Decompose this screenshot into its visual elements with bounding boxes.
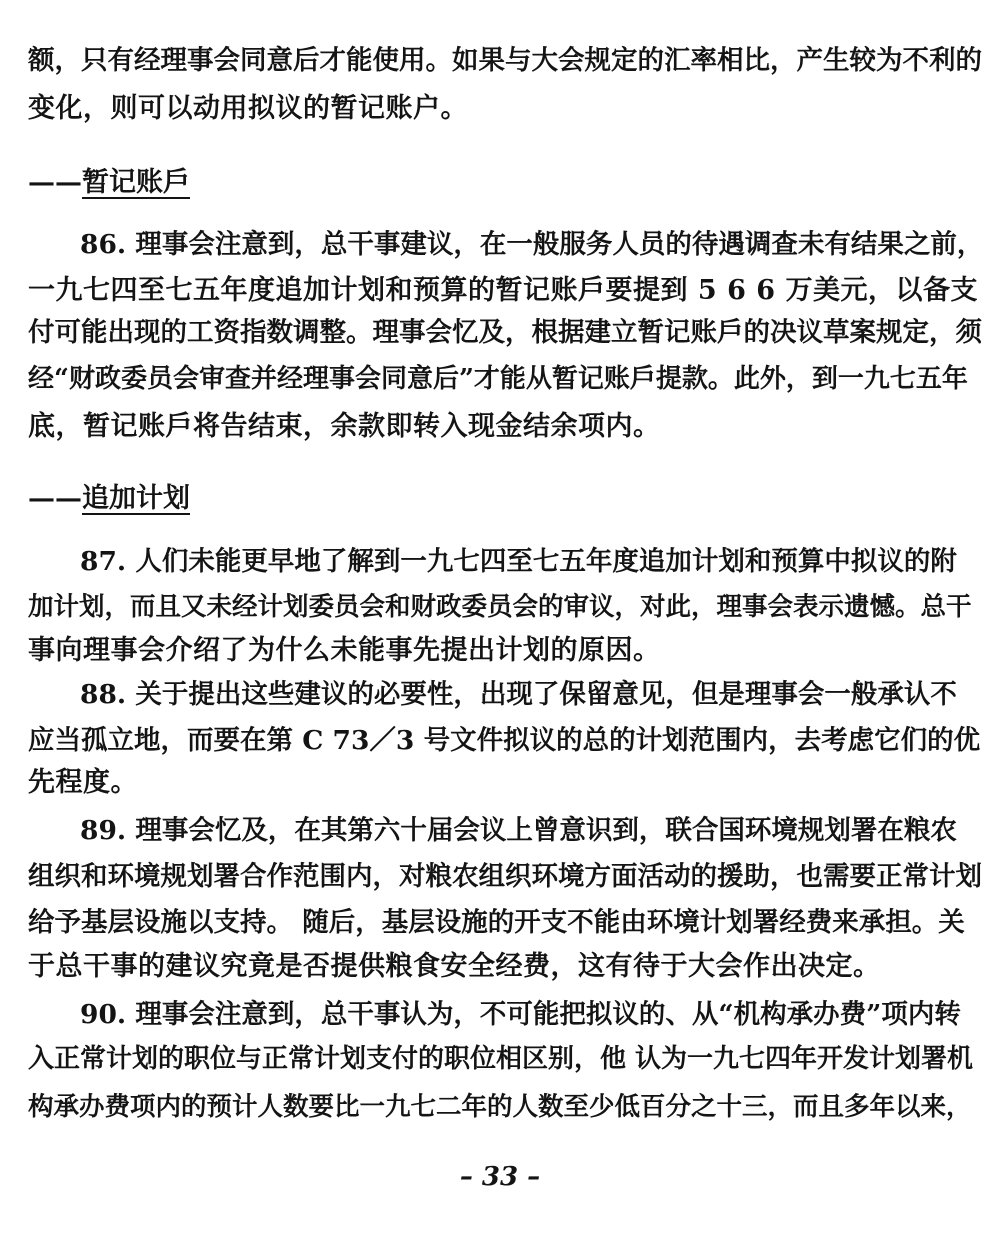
- intro-line-2: 变化，则可以动用拟议的暂记账户。: [28, 93, 468, 124]
- section-title: 追加计划: [82, 483, 190, 514]
- para89-line-3: 给予基层设施以支持。 随后，基层设施的开支不能由环境计划署经费来承担。关: [28, 907, 965, 938]
- para86-line-2: 一九七四至七五年度追加计划和预算的暂记账戶要提到 5 6 6 万美元，以备支: [28, 275, 978, 306]
- para89-line-4: 于总干事的建议究竟是否提供粮食安全经费，这有待于大会作出决定。: [28, 951, 881, 982]
- para88-line-2: 应当孤立地，而要在第 C 73／3 号文件拟议的总的计划范围内，去考虑它们的优: [28, 725, 981, 756]
- para87-line-1: 87. 人们未能更早地了解到一九七四至七五年度追加计划和预算中拟议的附: [80, 546, 957, 577]
- section-dash: ——: [28, 483, 82, 514]
- para87-line-3: 事向理事会介绍了为什么未能事先提出计划的原因。: [28, 635, 661, 666]
- para86-line-5: 底，暂记账戶将告结束，余款即转入现金结余项内。: [28, 411, 661, 442]
- page-number: – 33 –: [459, 1162, 541, 1192]
- section-heading-suspense-account: [28, 166, 190, 200]
- section-title: 暂记账戶: [82, 167, 190, 198]
- intro-line-1: 额，只有经理事会同意后才能使用。如果与大会规定的汇率相比，产生较为不利的: [28, 45, 982, 76]
- para88-line-3: 先程度。: [28, 767, 138, 798]
- para86-line-1: 86. 理事会注意到，总干事建议，在一般服务人员的待遇调查未有结果之前，: [80, 229, 984, 260]
- section-dash: ——: [28, 167, 82, 198]
- section-heading-supplementary-programme: [28, 482, 190, 516]
- para86-line-3: 付可能出现的工资指数调整。理事会忆及，根据建立暂记账戶的决议草案规定，须: [28, 317, 982, 348]
- para90-line-1: 90. 理事会注意到，总干事认为，不可能把拟议的、从“机构承办费”项内转: [80, 999, 961, 1030]
- para89-line-1: 89. 理事会忆及，在其第六十届会议上曾意识到，联合国环境规划署在粮农: [80, 815, 957, 846]
- para90-line-2: 入正常计划的职位与正常计划支付的职位相区别，他 认为一九七四年开发计划署机: [28, 1044, 974, 1074]
- para87-line-2: 加计划，而且又未经计划委员会和财政委员会的审议，对此，理事会表示遗憾。总干: [28, 592, 972, 622]
- para88-line-1: 88. 关于提出这些建议的必要性，出现了保留意见，但是理事会一般承认不: [80, 679, 957, 710]
- para89-line-2: 组织和环境规划署合作范围内，对粮农组织环境方面活动的援助，也需要正常计划: [28, 861, 982, 892]
- para90-line-3: 构承办费项内的预计人数要比一九七二年的人数至少低百分之十三，而且多年以来，: [28, 1092, 972, 1122]
- para86-line-4: 经“财政委员会审查并经理事会同意后”才能从暂记账戶提款。此外，到一九七五年: [28, 364, 968, 394]
